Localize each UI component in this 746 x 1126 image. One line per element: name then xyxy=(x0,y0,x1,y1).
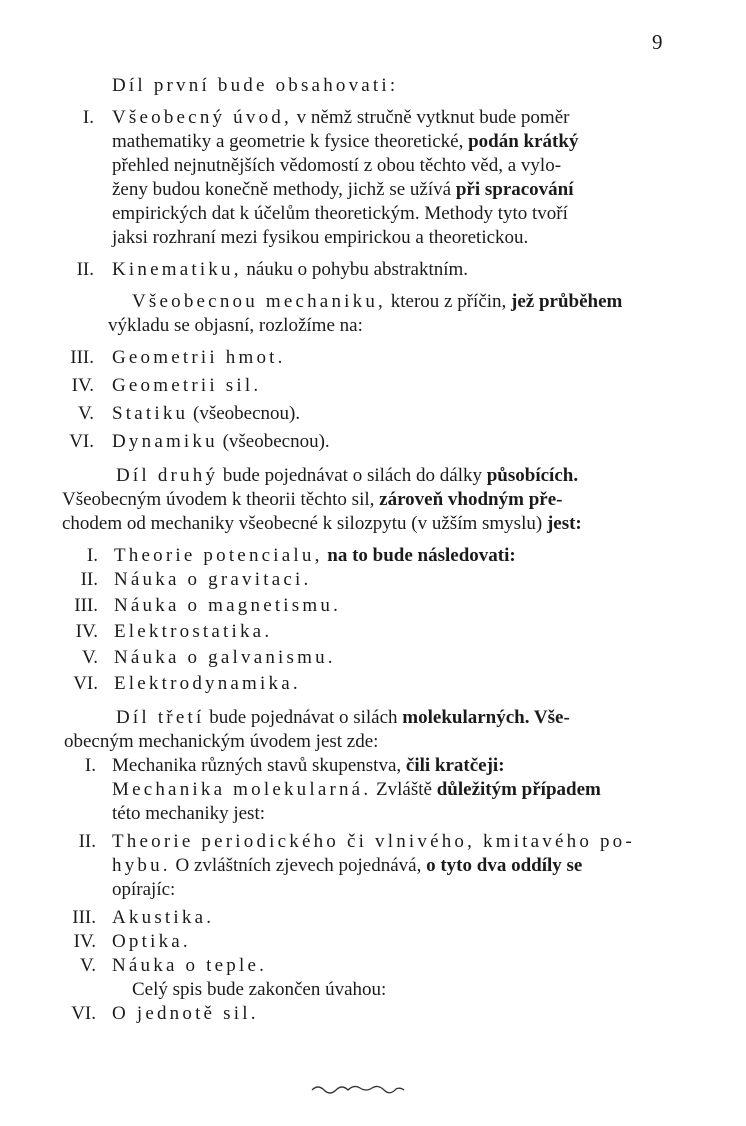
ornament-flourish-icon xyxy=(310,1082,406,1096)
part2-line2 xyxy=(62,488,562,512)
general-intro-term: Všeobecný úvod, xyxy=(112,107,292,128)
part1-item1-line4 xyxy=(112,178,574,202)
line-text: ženy budou konečně methody, jichž se užívá xyxy=(112,179,456,200)
part3-item3-number: III. xyxy=(72,907,96,928)
part1-item2-text xyxy=(112,258,468,282)
line-text: bude pojednávat o silách xyxy=(204,707,403,728)
part2-item1-text xyxy=(114,544,516,568)
part3-item1-line2 xyxy=(112,778,601,802)
bold-text: jež průběhem xyxy=(511,291,623,312)
part3-item6-text: O jednotě sil. xyxy=(112,1003,259,1024)
closing-line: Celý spis bude zakončen úvahou: xyxy=(132,979,387,1000)
part3-item4-number: IV. xyxy=(73,931,96,952)
line-text: v němž stručně vytknut bude poměr xyxy=(291,107,570,128)
mechanics-term: Všeobecnou mechaniku, xyxy=(132,291,386,312)
part3-item2-line1: Theorie periodického či vlnivého, kmitavého po- xyxy=(112,831,635,852)
line-text: náuku o pohybu abstraktním. xyxy=(241,259,469,280)
part3-item2-line3: opírajíc: xyxy=(112,879,176,900)
part3-item5-number: V. xyxy=(79,955,96,976)
page-number: 9 xyxy=(652,30,663,54)
part1-intro: Díl první bude obsahovati: xyxy=(112,75,399,96)
part2-item1-number: I. xyxy=(86,545,98,566)
part2-term: Díl druhý xyxy=(116,465,219,486)
part3-item3-text: Akustika. xyxy=(112,907,215,928)
part1-item5-text xyxy=(112,402,300,426)
part2-line3 xyxy=(62,512,582,536)
part3-item1-number: I. xyxy=(84,755,96,776)
part1-item1-line5: empirických dat k účelům theoretickým. Methody tyto tvoří xyxy=(112,203,568,224)
bold-text: zároveň vhodným pře- xyxy=(379,489,563,510)
line-text: Mechanika různých stavů skupenstva, xyxy=(112,755,406,776)
part1-item1-line2 xyxy=(112,130,578,154)
bold-text: důležitým případem xyxy=(436,779,601,800)
bold-text: jest: xyxy=(546,513,582,534)
part3-item5-text: Náuka o teple. xyxy=(112,955,268,976)
part1-item6-text xyxy=(112,430,330,454)
bold-text: působících. xyxy=(486,465,579,486)
part1-item1-line6: jaksi rozhraní mezi fysikou empirickou a theoretickou. xyxy=(112,227,529,248)
kinematics-term: Kinematiku, xyxy=(112,259,242,280)
part2-item5-number: V. xyxy=(81,647,98,668)
line-text: (všeobecnou). xyxy=(217,431,330,452)
part3-item6-number: VI. xyxy=(71,1003,96,1024)
part3-item1-line3: této mechaniky jest: xyxy=(112,803,266,824)
statics-term: Statiku xyxy=(112,403,189,424)
part2-item4-number: IV. xyxy=(75,621,98,642)
line-text: kterou z příčin, xyxy=(385,291,512,312)
part1-item3-number: III. xyxy=(70,347,94,368)
part1-item1-line3: přehled nejnutnějších vědomostí z obou těchto věd, a vylo- xyxy=(112,155,562,176)
part1-item5-number: V. xyxy=(77,403,94,424)
part1-item4-text: Geometrii sil. xyxy=(112,375,262,396)
line-text: (všeobecnou). xyxy=(188,403,301,424)
part2-item3-text: Náuka o magnetismu. xyxy=(114,595,342,616)
part1-item6-number: VI. xyxy=(69,431,94,452)
part1-item1-line1 xyxy=(112,106,569,130)
part3-item2-line2 xyxy=(112,854,582,878)
bold-text: na to bude následovati: xyxy=(322,545,516,566)
part3-item4-text: Optika. xyxy=(112,931,191,952)
dynamics-term: Dynamiku xyxy=(112,431,218,452)
part2-item2-number: II. xyxy=(80,569,98,590)
line-text: Všeobecným úvodem k theorii těchto sil, xyxy=(62,489,380,510)
line-text: Zvláště xyxy=(371,779,437,800)
part2-item2-text: Náuka o gravitaci. xyxy=(114,569,312,590)
line-text: O zvláštních zjevech pojednává, xyxy=(170,855,427,876)
motion-term: hybu. xyxy=(112,855,171,876)
part1-item3-text: Geometrii hmot. xyxy=(112,347,286,368)
part3-term: Díl třetí xyxy=(116,707,205,728)
bold-text: čili kratčeji: xyxy=(405,755,505,776)
molecular-mechanics-term: Mechanika molekularná. xyxy=(112,779,372,800)
mechanics-line2: výkladu se objasní, rozložíme na: xyxy=(108,315,363,336)
part2-item6-number: VI. xyxy=(73,673,98,694)
part2-item6-text: Elektrodynamika. xyxy=(114,673,301,694)
part3-item2-number: II. xyxy=(78,831,96,852)
part3-line2: obecným mechanickým úvodem jest zde: xyxy=(64,731,379,752)
part1-item1-number: I. xyxy=(82,107,94,128)
part2-item5-text: Náuka o galvanismu. xyxy=(114,647,336,668)
part2-item4-text: Elektrostatika. xyxy=(114,621,273,642)
part1-item4-number: IV. xyxy=(71,375,94,396)
potential-theory-term: Theorie potencialu, xyxy=(114,545,323,566)
part3-item1-line1 xyxy=(112,754,505,778)
part2-item3-number: III. xyxy=(74,595,98,616)
mechanics-line1 xyxy=(132,290,622,314)
bold-text: podán krátký xyxy=(468,131,579,152)
bold-text: molekularných. Vše- xyxy=(402,707,570,728)
line-text: mathematiky a geometrie k fysice theoretické, xyxy=(112,131,469,152)
line-text: bude pojednávat o silách do dálky xyxy=(218,465,487,486)
bold-text: při spracování xyxy=(455,179,574,200)
part2-line1 xyxy=(116,464,578,488)
part1-item2-number: II. xyxy=(76,259,94,280)
line-text: chodem od mechaniky všeobecné k silozpytu (v užším smyslu) xyxy=(62,513,547,534)
part3-line1 xyxy=(116,706,570,730)
bold-text: o tyto dva oddíly se xyxy=(426,855,583,876)
